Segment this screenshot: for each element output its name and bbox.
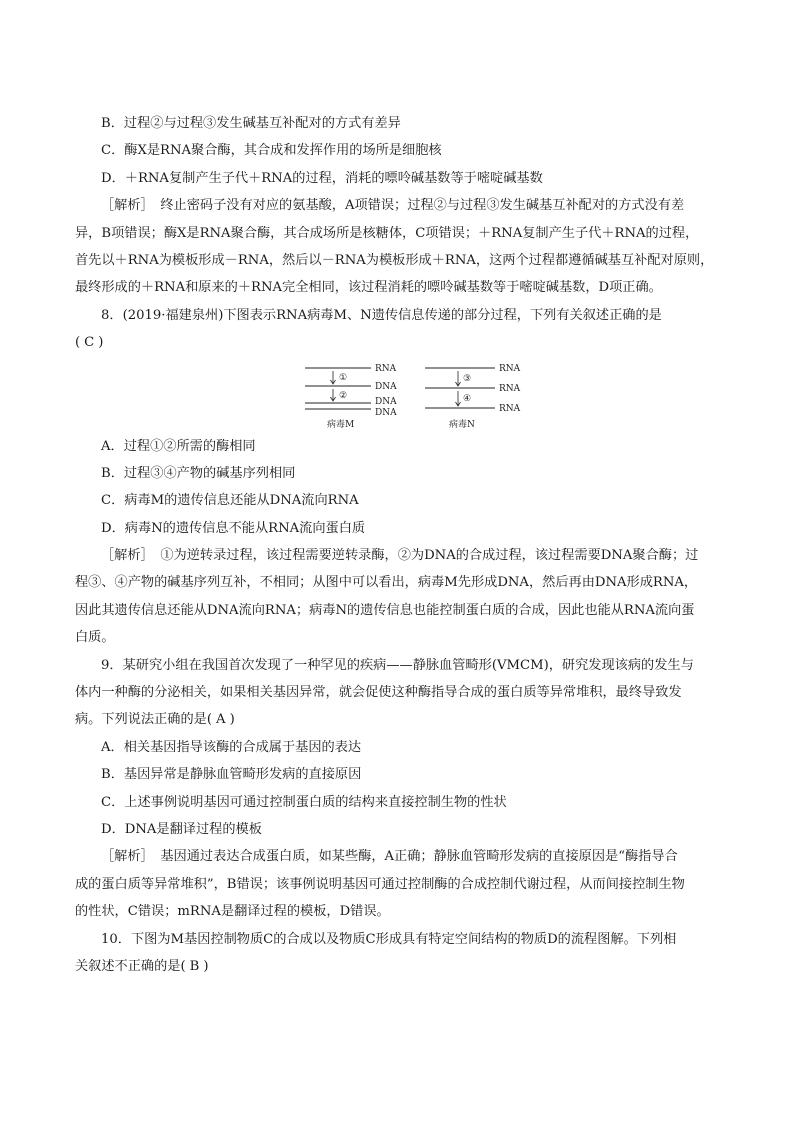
m-label-2: DNA [375, 381, 397, 392]
q8-analysis-line-2: 程③、④产物的碱基序列互补，不相同；从图中可以看出，病毒M先形成DNA，然后再由DNA形成RNA， [75, 575, 698, 591]
q9-answer: A [216, 712, 226, 728]
q9-stem-line-2: 体内一种酶的分泌相关，如果相关基因异常，就会促使这种酶指导合成的蛋白质等异常堆积，最终导致发 [75, 685, 682, 701]
q9-stem-line-1: 9．某研究小组在我国首次发现了一种罕见的疾病——静脉血管畸形(VMCM)，研究发现该病的发生与 [101, 657, 694, 673]
m-step-2: ② [339, 390, 348, 401]
q9-option-a: A．相关基因指导该酶的合成属于基因的表达 [101, 739, 362, 755]
q7-analysis-line-4: 最终形成的＋RNA和原来的＋RNA完全相同，该过程消耗的嘌呤碱基数等于嘧啶碱基数，D项正确。 [75, 280, 662, 296]
n-step-2: ④ [463, 393, 472, 404]
q8-option-d: D．病毒N的遗传信息不能从RNA流向蛋白质 [101, 520, 366, 536]
n-step-1: ③ [463, 373, 472, 384]
q8-option-b: B．过程③④产物的碱基序列相同 [101, 465, 296, 481]
q10-stem-line-1: 10．下图为M基因控制物质C的合成以及物质C形成具有特定空间结构的物质D的流程图解。下列相 [101, 931, 677, 947]
q7-option-d: D．＋RNA复制产生子代＋RNA的过程，消耗的嘌呤碱基数等于嘧啶碱基数 [101, 170, 543, 186]
q8-analysis-line-3: 因此其遗传信息还能从DNA流向RNA；病毒N的遗传信息也能控制蛋白质的合成，因此也能从RNA流向蛋 [75, 602, 695, 618]
q9-option-c: C．上述事例说明基因可通过控制蛋白质的结构来直接控制生物的性状 [101, 794, 507, 810]
q9-option-d: D．DNA是翻译过程的模板 [101, 821, 262, 837]
q10-stem-text: 关叙述不正确的是( [75, 958, 186, 974]
virus-flow-diagram [303, 361, 563, 431]
m-label-4: DNA [375, 407, 397, 418]
q10-paren-close: ) [203, 958, 209, 974]
q8-diagram [75, 361, 723, 431]
page-content [75, 110, 723, 980]
m-label-1: RNA [375, 363, 397, 374]
q7-analysis-line-1: ［解析］ 终止密码子没有对应的氨基酸，A项错误；过程②与过程③发生碱基互补配对的方式没有差 [101, 198, 685, 214]
q8-answer: C [84, 335, 95, 351]
q7-option-b: B．过程②与过程③发生碱基互补配对的方式有差异 [101, 116, 401, 131]
m-label-3: DNA [375, 396, 397, 407]
q9-analysis-line-3: 的性状，C错误；mRNA是翻译过程的模板，D错误。 [75, 904, 390, 920]
q8-stem-line-2 [75, 329, 723, 356]
q8-option-a: A．过程①②所需的酶相同 [101, 438, 256, 454]
n-label-2: RNA [499, 383, 521, 394]
q10-answer: B [189, 958, 200, 974]
q9-stem-line-3 [75, 706, 723, 733]
n-caption: 病毒N [449, 419, 475, 430]
q8-option-c: C．病毒M的遗传信息还能从DNA流向RNA [101, 493, 359, 509]
m-caption: 病毒M [327, 419, 355, 430]
q9-analysis-line-2: 成的蛋白质等异常堆积”，B错误；该事例说明基因可通过控制酶的合成控制代谢过程，从而间接控制生物 [75, 876, 685, 892]
n-label-3: RNA [499, 403, 521, 414]
q8-analysis-line-1: ［解析］ ①为逆转录过程，该过程需要逆转录酶，②为DNA的合成过程，该过程需要DNA聚合酶；过 [101, 548, 699, 564]
q9-paren-close: ) [229, 712, 235, 728]
q9-stem-text: 病。下列说法正确的是( [75, 712, 213, 728]
q9-option-b: B．基因异常是静脉血管畸形发病的直接原因 [101, 767, 362, 783]
q7-analysis-line-2: 异，B项错误；酶X是RNA聚合酶，其合成场所是核糖体，C项错误；＋RNA复制产生子代＋RNA的过程， [75, 225, 699, 241]
q7-option-c: C．酶X是RNA聚合酶，其合成和发挥作用的场所是细胞核 [101, 143, 442, 159]
q7-analysis-line-3: 首先以＋RNA为模板形成－RNA，然后以－RNA为模板形成＋RNA，这两个过程都遵循碱基互补配对原则， [75, 252, 714, 268]
m-step-1: ① [339, 372, 348, 383]
q8-paren-open: ( [75, 335, 81, 351]
q8-analysis-line-4: 白质。 [75, 630, 115, 646]
q9-analysis-line-1: ［解析］ 基因通过表达合成蛋白质，如某些酶，A正确；静脉血管畸形发病的直接原因是“酶指导合 [101, 849, 678, 865]
q8-stem-line-1: 8．(2019·福建泉州)下图表示RNA病毒M、N遗传信息传递的部分过程，下列有关叙述正确的是 [101, 307, 662, 323]
n-label-1: RNA [499, 363, 521, 374]
q10-stem-line-2 [75, 953, 723, 980]
q8-paren-close: ) [98, 335, 104, 351]
